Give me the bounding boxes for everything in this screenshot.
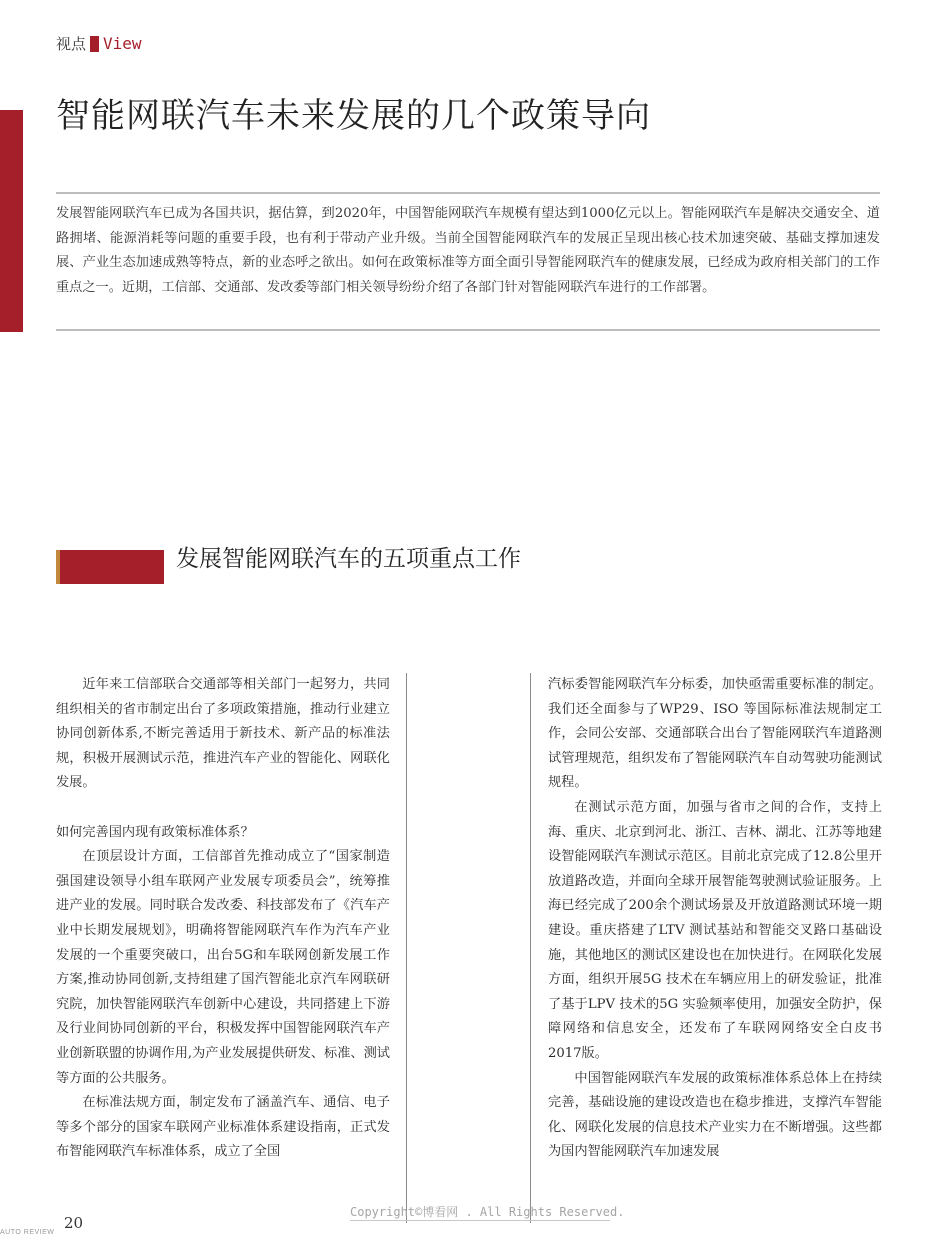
column-divider-left: [406, 673, 407, 1223]
section-label-cn: 视点: [56, 35, 87, 53]
left-paragraph-3: 在标准法规方面，制定发布了涵盖汽车、通信、电子等多个部分的国家车联网产业标准体系建设指南，正式发布智能网联汽车标准体系，成立了全国: [56, 1095, 390, 1160]
subtitle-decor-accent: [56, 550, 60, 584]
right-paragraph-2: 在测试示范方面，加强与省市之间的合作，支持上海、重庆、北京到河北、浙江、吉林、湖北、江苏等地建设智能网联汽车测试示范区。目前北京完成了12.8公里开放道路改造，并面向全球开展智能驾驶测试验证服务。上海已经完成了200余个测试场景及开放道路测试环境一期建设。重庆搭建了LTV 测试基站和智能交叉路口基础设施，其他地区的测试区建设也在加快进行。在网联化发展方面，组织开展5G 技术在车辆应用上的研发验证，批准了基于LPV 技术的5G 实验频率使用，加强安全防护，保障网络和信息安全，还发布了车联网网络安全白皮书2017版。: [548, 799, 882, 1061]
right-paragraph-1: 汽标委智能网联汽车分标委，加快亟需重要标准的制定。我们还全面参与了WP29、ISO 等国际标准法规制定工作，会同公安部、交通部联合出台了智能网联汽车道路测试管理规范，组织发布了智能网联汽车自动驾驶功能测试规程。: [548, 677, 882, 791]
abstract-text: 发展智能网联汽车已成为各国共识，据估算，到2020年，中国智能网联汽车规模有望达到1000亿元以上。智能网联汽车是解决交通安全、道路拥堵、能源消耗等问题的重要手段，也有利于带动产业升级。当前全国智能网联汽车的发展正呈现出核心技术加速突破、基础支撑加速发展、产业生态加速成熟等特点，新的业态呼之欲出。如何在政策标准等方面全面引导智能网联汽车的健康发展，已经成为政府相关部门的工作重点之一。近期，工信部、交通部、发改委等部门相关领导纷纷介绍了各部门针对智能网联汽车进行的工作部署。: [56, 206, 880, 295]
left-paragraph-1: 近年来工信部联合交通部等相关部门一起努力，共同组织相关的省市制定出台了多项政策措施，推动行业建立协同创新体系,不断完善适用于新技术、新产品的标准法规，积极开展测试示范，推进汽车产业的智能化、网联化发展。: [56, 677, 390, 791]
abstract-box: [56, 192, 880, 331]
copyright-underline: [350, 1220, 610, 1221]
right-column: [548, 673, 882, 1165]
left-paragraph-2: 在顶层设计方面，工信部首先推动成立了“国家制造强国建设领导小组车联网产业发展专项委员会”，统筹推进产业的发展。同时联合发改委、科技部发布了《汽车产业中长期发展规划》，明确将智能网联汽车作为汽车产业发展的一个重要突破口，出台5G和车联网创新发展工作方案,推动协同创新,支持组建了国汽智能北京汽车网联研究院，加快智能网联汽车创新中心建设，共同搭建上下游及行业间协同创新的平台，积极发挥中国智能网联汽车产业创新联盟的协调作用,为产业发展提供研发、标准、测试等方面的公共服务。: [56, 849, 390, 1086]
decorative-left-bar: [0, 110, 23, 332]
article-title: 智能网联汽车未来发展的几个政策导向: [56, 96, 651, 136]
copyright-notice: Copyright©博看网 . All Rights Reserved.: [350, 1205, 625, 1219]
section-subtitle: 发展智能网联汽车的五项重点工作: [176, 546, 521, 572]
section-square-icon: [90, 36, 99, 52]
right-paragraph-3: 中国智能网联汽车发展的政策标准体系总体上在持续完善，基础设施的建设改造也在稳步推进，支撑汽车智能化、网联化发展的信息技术产业实力在不断增强。这些都为国内智能网联汽车加速发展: [548, 1070, 882, 1160]
column-divider-right: [530, 673, 531, 1223]
page-number: 20: [64, 1214, 84, 1232]
magazine-name: AUTO REVIEW: [0, 1229, 55, 1236]
section-label: [56, 33, 142, 54]
left-column: [56, 673, 390, 1165]
left-question-heading: 如何完善国内现有政策标准体系？: [56, 824, 254, 840]
subtitle-decor-bar: [56, 550, 164, 584]
section-label-en: View: [103, 34, 142, 53]
